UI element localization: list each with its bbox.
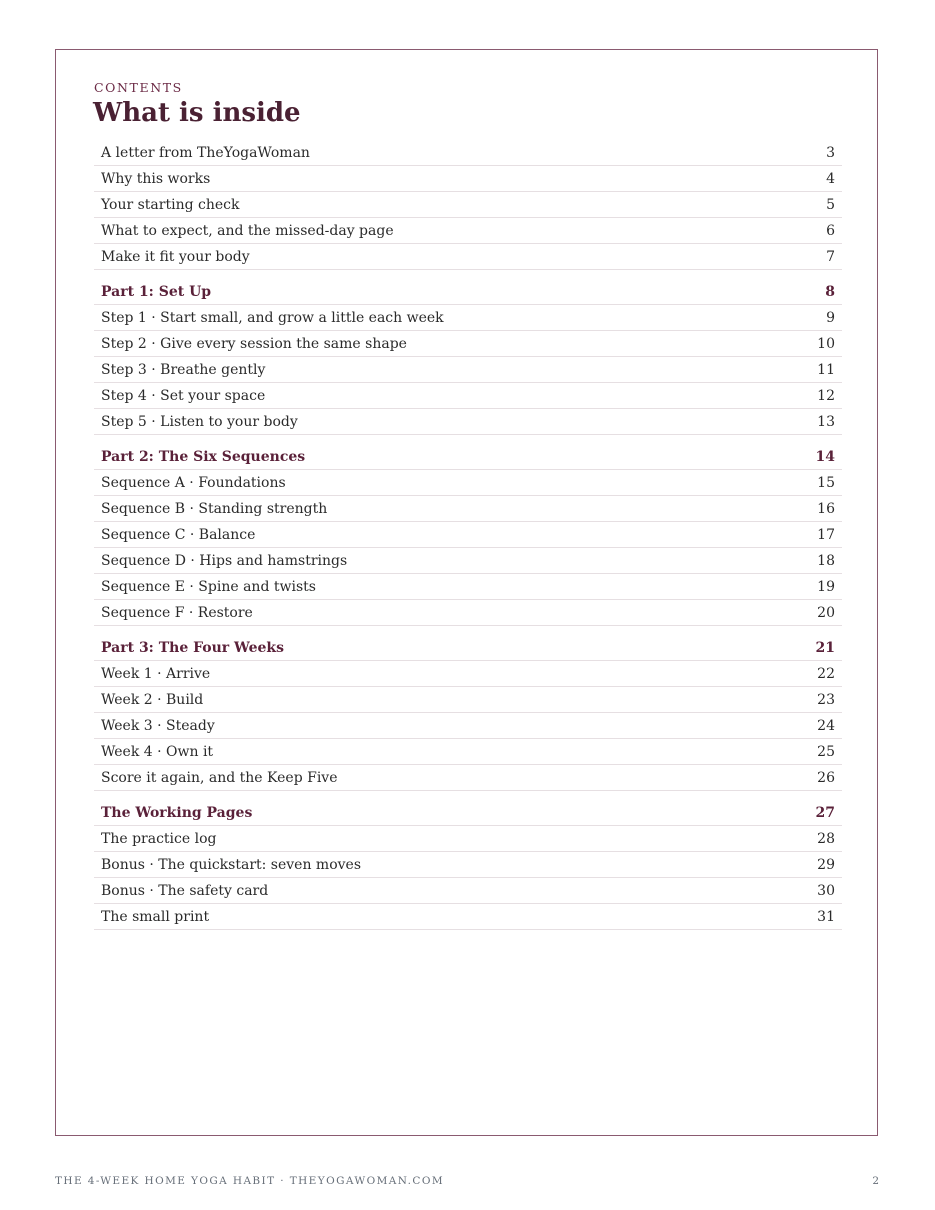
toc-section-page: 21 [815,639,835,656]
toc-entry[interactable] [94,600,842,626]
toc-entry[interactable] [94,522,842,548]
toc-entry[interactable] [94,244,842,270]
toc-entry[interactable] [94,470,842,496]
footer-page-number: 2 [872,1175,879,1187]
toc-entry[interactable] [94,687,842,713]
toc-entry-page: 13 [817,413,835,430]
toc-section-label: Part 1: Set Up [101,283,212,300]
toc-entry-label: Sequence C · Balance [101,526,256,543]
toc-entry[interactable] [94,713,842,739]
toc-entry-label: Week 1 · Arrive [101,665,211,682]
toc-section-label: Part 3: The Four Weeks [101,639,285,656]
toc-entry-label: Make it fit your body [101,248,250,265]
toc-section-page: 14 [815,448,835,465]
toc-entry-label: A letter from TheYogaWoman [101,144,310,161]
toc-entry-page: 30 [817,882,835,899]
toc-entry-label: Step 3 · Breathe gently [101,361,266,378]
toc-entry-label: Step 1 · Start small, and grow a little each week [101,309,444,326]
toc-entry-page: 24 [817,717,835,734]
toc-section-heading[interactable] [94,279,842,305]
toc-section-label: The Working Pages [101,804,253,821]
toc-entry-page: 10 [817,335,835,352]
toc-entry[interactable] [94,496,842,522]
toc-entry-page: 7 [826,248,835,265]
toc-entry[interactable] [94,904,842,930]
toc-entry[interactable] [94,192,842,218]
toc-entry-page: 18 [817,552,835,569]
toc-entry-label: Sequence E · Spine and twists [101,578,316,595]
toc-entry-page: 17 [817,526,835,543]
toc-entry-page: 29 [817,856,835,873]
toc-entry[interactable] [94,765,842,791]
toc-entry-label: Your starting check [101,196,240,213]
toc-section-label: Part 2: The Six Sequences [101,448,306,465]
toc-entry-page: 5 [826,196,835,213]
page-frame [55,49,878,1136]
toc-entry[interactable] [94,383,842,409]
toc-entry[interactable] [94,739,842,765]
toc-entry[interactable] [94,409,842,435]
toc-entry[interactable] [94,826,842,852]
toc-entry-label: Bonus · The safety card [101,882,269,899]
toc-entry-page: 22 [817,665,835,682]
toc-entry[interactable] [94,661,842,687]
toc-section-page: 27 [815,804,835,821]
footer-title: THE 4-WEEK HOME YOGA HABIT · THEYOGAWOMAN.COM [55,1175,444,1187]
toc-entry-page: 23 [817,691,835,708]
toc-entry-label: Step 2 · Give every session the same shape [101,335,407,352]
table-of-contents [94,140,842,930]
toc-entry-page: 12 [817,387,835,404]
page-title: What is inside [93,98,301,128]
toc-entry-label: Sequence A · Foundations [101,474,286,491]
toc-entry-page: 28 [817,830,835,847]
toc-entry[interactable] [94,218,842,244]
toc-entry[interactable] [94,574,842,600]
toc-entry-page: 4 [826,170,835,187]
toc-entry-page: 16 [817,500,835,517]
toc-entry[interactable] [94,166,842,192]
toc-entry[interactable] [94,852,842,878]
toc-entry-page: 11 [817,361,835,378]
toc-entry-page: 6 [826,222,835,239]
toc-entry-label: What to expect, and the missed-day page [101,222,394,239]
toc-entry-label: Sequence B · Standing strength [101,500,328,517]
toc-entry-page: 9 [826,309,835,326]
toc-entry[interactable] [94,331,842,357]
toc-entry-label: Bonus · The quickstart: seven moves [101,856,362,873]
toc-entry-page: 25 [817,743,835,760]
toc-entry-label: Step 4 · Set your space [101,387,266,404]
toc-entry-page: 31 [817,908,835,925]
toc-entry-page: 20 [817,604,835,621]
toc-entry[interactable] [94,140,842,166]
toc-entry[interactable] [94,357,842,383]
toc-entry-label: Sequence F · Restore [101,604,253,621]
toc-entry-label: Step 5 · Listen to your body [101,413,298,430]
toc-entry-label: Week 2 · Build [101,691,204,708]
toc-entry-page: 3 [826,144,835,161]
toc-entry-page: 15 [817,474,835,491]
toc-section-heading[interactable] [94,444,842,470]
toc-section-page: 8 [825,283,835,300]
toc-entry-label: Sequence D · Hips and hamstrings [101,552,348,569]
toc-section-heading[interactable] [94,635,842,661]
toc-entry-label: Week 3 · Steady [101,717,215,734]
toc-entry[interactable] [94,878,842,904]
toc-entry-label: Why this works [101,170,211,187]
section-eyebrow: CONTENTS [94,80,183,95]
toc-entry[interactable] [94,305,842,331]
toc-entry-label: Score it again, and the Keep Five [101,769,338,786]
toc-section-heading[interactable] [94,800,842,826]
toc-entry[interactable] [94,548,842,574]
toc-entry-page: 26 [817,769,835,786]
toc-entry-page: 19 [817,578,835,595]
toc-entry-label: The small print [101,908,210,925]
toc-entry-label: The practice log [101,830,217,847]
toc-entry-label: Week 4 · Own it [101,743,214,760]
